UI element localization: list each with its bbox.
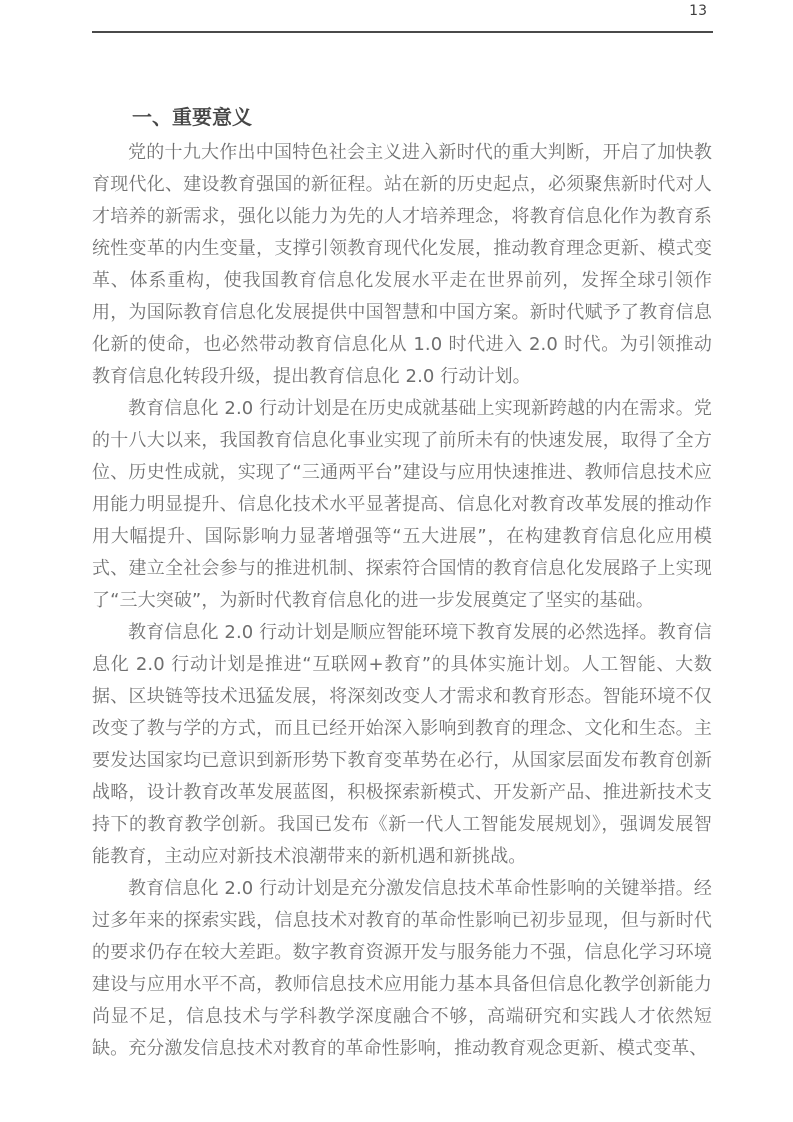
paragraph: 教育信息化 2.0 行动计划是在历史成就基础上实现新跨越的内在需求。党的十八大以来，我国教育信息化事业实现了前所未有的快速发展，取得了全方位、历史性成就，实现了“三通两平台”建设与应用快速推进、教师信息技术应用能力明显提升、信息化技术水平显著提高、信息化对教育改革发展的推动作用大幅提升、国际影响力显著增强等“五大进展”，在构建教育信息化应用模式、建立全社会参与的推进机制、探索符合国情的教育信息化发展路子上实现了“三大突破”，为新时代教育信息化的进一步发展奠定了坚实的基础。 <box>92 398 712 611</box>
paragraph: 教育信息化 2.0 行动计划是顺应智能环境下教育发展的必然选择。教育信息化 2.0 行动计划是推进“互联网+教育”的具体实施计划。人工智能、大数据、区块链等技术迅猛发展，将深刻改变人才需求和教育形态。智能环境不仅改变了教与学的方式，而且已经开始深入影响到教育的理念、文化和生态。主要发达国家均已意识到新形势下教育变革势在必行，从国家层面发布教育创新战略，设计教育改革发展蓝图，积极探索新模式、开发新产品、推进新技术支持下的教育教学创新。我国已发布《新一代人工智能发展规划》，强调发展智能教育，主动应对新技术浪潮带来的新机遇和新挑战。 <box>92 622 712 867</box>
section-heading: 一、重要意义 <box>132 105 252 129</box>
page-number: 13 <box>689 3 707 19</box>
paragraph: 教育信息化 2.0 行动计划是充分激发信息技术革命性影响的关键举措。经过多年来的探索实践，信息技术对教育的革命性影响已初步显现，但与新时代的要求仍存在较大差距。数字教育资源开发与服务能力不强，信息化学习环境建设与应用水平不高，教师信息技术应用能力基本具备但信息化教学创新能力尚显不足，信息技术与学科教学深度融合不够，高端研究和实践人才依然短缺。充分激发信息技术对教育的革命性影响，推动教育观念更新、模式变革、 <box>92 878 712 1059</box>
document-content <box>92 0 712 1065</box>
paragraph: 党的十九大作出中国特色社会主义进入新时代的重大判断，开启了加快教育现代化、建设教育强国的新征程。站在新的历史起点，必须聚焦新时代对人才培养的新需求，强化以能力为先的人才培养理念，将教育信息化作为教育系统性变革的内生变量，支撑引领教育现代化发展，推动教育理念更新、模式变革、体系重构，使我国教育信息化发展水平走在世界前列，发挥全球引领作用，为国际教育信息化发展提供中国智慧和中国方案。新时代赋予了教育信息化新的使命，也必然带动教育信息化从 1.0 时代进入 2.0 时代。为引领推动教育信息化转段升级，提出教育信息化 2.0 行动计划。 <box>92 142 712 387</box>
